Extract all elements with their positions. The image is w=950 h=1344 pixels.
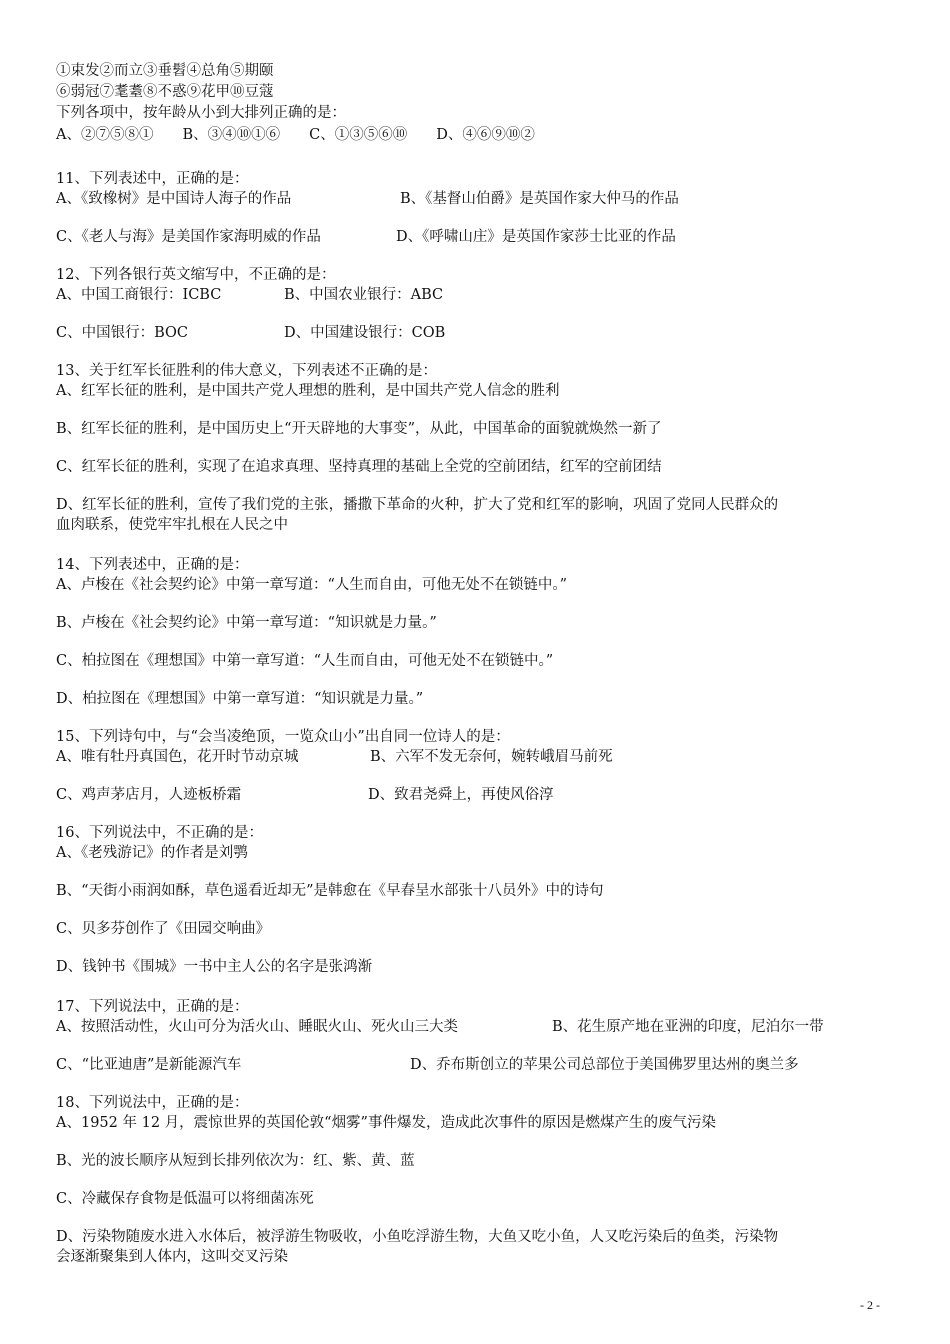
page-number: - 2 -: [860, 1298, 880, 1312]
q14-option-a: A、卢梭在《社会契约论》中第一章写道：“人生而自由，可他无处不在锁链中。”: [56, 577, 568, 593]
q11-option-c: C、《老人与海》是美国作家海明威的作品: [56, 229, 321, 245]
q15-option-d: D、致君尧舜上，再使风俗淳: [368, 787, 554, 803]
q18-option-c: C、冷藏保存食物是低温可以将细菌冻死: [56, 1191, 314, 1207]
q12-option-c: C、中国银行：BOC: [56, 325, 189, 341]
q11-stem: 11、下列表述中，正确的是：: [56, 171, 249, 187]
q13-option-b: B、红军长征的胜利，是中国历史上“开天辟地的大事变”，从此，中国革命的面貌就焕然一新了: [56, 421, 662, 437]
q17-option-d: D、乔布斯创立的苹果公司总部位于美国佛罗里达州的奥兰多: [410, 1057, 799, 1073]
intro-question: 下列各项中，按年龄从小到大排列正确的是：: [56, 105, 346, 121]
q11-option-d: D、《呼啸山庄》是英国作家莎士比亚的作品: [396, 229, 676, 245]
q13-stem: 13、关于红军长征胜利的伟大意义，下列表述不正确的是：: [56, 363, 437, 379]
q14-option-d: D、柏拉图在《理想国》中第一章写道：“知识就是力量。”: [56, 691, 424, 707]
q18-option-a: A、1952 年 12 月，震惊世界的英国伦敦“烟雾”事件爆发，造成此次事件的原因是燃煤产生的废气污染: [56, 1115, 716, 1131]
q14-option-c: C、柏拉图在《理想国》中第一章写道：“人生而自由，可他无处不在锁链中。”: [56, 653, 554, 669]
q17-option-a: A、按照活动性，火山可分为活火山、睡眠火山、死火山三大类: [56, 1019, 458, 1035]
q11-option-b: B、《基督山伯爵》是英国作家大仲马的作品: [400, 191, 679, 207]
q13-option-a: A、红军长征的胜利，是中国共产党人理想的胜利，是中国共产党人信念的胜利: [56, 383, 560, 399]
q16-option-b: B、“天街小雨润如酥，草色遥看近却无”是韩愈在《早春呈水部张十八员外》中的诗句: [56, 883, 604, 899]
q14-stem: 14、下列表述中，正确的是：: [56, 557, 249, 573]
q16-option-d: D、钱钟书《围城》一书中主人公的名字是张鸿渐: [56, 959, 373, 975]
q18-option-b: B、光的波长顺序从短到长排列依次为：红、紫、黄、蓝: [56, 1153, 415, 1169]
q15-option-c: C、鸡声茅店月，人迹板桥霜: [56, 787, 242, 803]
intro-options: A、②⑦⑤⑧① B、③④⑩①⑥ C、①③⑤⑥⑩ D、④⑥⑨⑩②: [56, 127, 535, 143]
q15-option-b: B、六军不发无奈何，婉转峨眉马前死: [370, 749, 613, 765]
q18-stem: 18、下列说法中，正确的是：: [56, 1095, 249, 1111]
q13-option-c: C、红军长征的胜利，实现了在追求真理、坚持真理的基础上全党的空前团结，红军的空前团结: [56, 459, 662, 475]
q12-option-d: D、中国建设银行：COB: [284, 325, 446, 341]
q12-stem: 12、下列各银行英文缩写中，不正确的是：: [56, 267, 336, 283]
q17-option-c: C、“比亚迪唐”是新能源汽车: [56, 1057, 242, 1073]
q18-option-d-line-1: D、污染物随废水进入水体后，被浮游生物吸收，小鱼吃浮游生物，大鱼又吃小鱼，人又吃污染后的鱼类，污染物: [56, 1229, 779, 1245]
q13-option-d-line-2: 血肉联系，使党牢牢扎根在人民之中: [56, 517, 288, 533]
q11-option-a: A、《致橡树》是中国诗人海子的作品: [56, 191, 292, 207]
q16-stem: 16、下列说法中，不正确的是：: [56, 825, 263, 841]
q15-option-a: A、唯有牡丹真国色，花开时节动京城: [56, 749, 299, 765]
intro-line-2: ⑥弱冠⑦耄耋⑧不惑⑨花甲⑩豆蔻: [56, 84, 274, 100]
q16-option-a: A、《老残游记》的作者是刘鹗: [56, 845, 248, 861]
q15-stem: 15、下列诗句中，与“会当凌绝顶，一览众山小”出自同一位诗人的是：: [56, 729, 510, 745]
q12-option-b: B、中国农业银行：ABC: [284, 287, 444, 303]
intro-line-1: ①束发②而立③垂髫④总角⑤期颐: [56, 63, 274, 79]
q14-option-b: B、卢梭在《社会契约论》中第一章写道：“知识就是力量。”: [56, 615, 437, 631]
q16-option-c: C、贝多芬创作了《田园交响曲》: [56, 921, 271, 937]
q12-option-a: A、中国工商银行：ICBC: [56, 287, 222, 303]
q13-option-d-line-1: D、红军长征的胜利，宣传了我们党的主张，播撒下革命的火种，扩大了党和红军的影响，巩固了党同人民群众的: [56, 497, 779, 513]
q17-option-b: B、花生原产地在亚洲的印度，尼泊尔一带: [552, 1019, 824, 1035]
q18-option-d-line-2: 会逐渐聚集到人体内，这叫交叉污染: [56, 1249, 288, 1265]
q17-stem: 17、下列说法中，正确的是：: [56, 999, 249, 1015]
